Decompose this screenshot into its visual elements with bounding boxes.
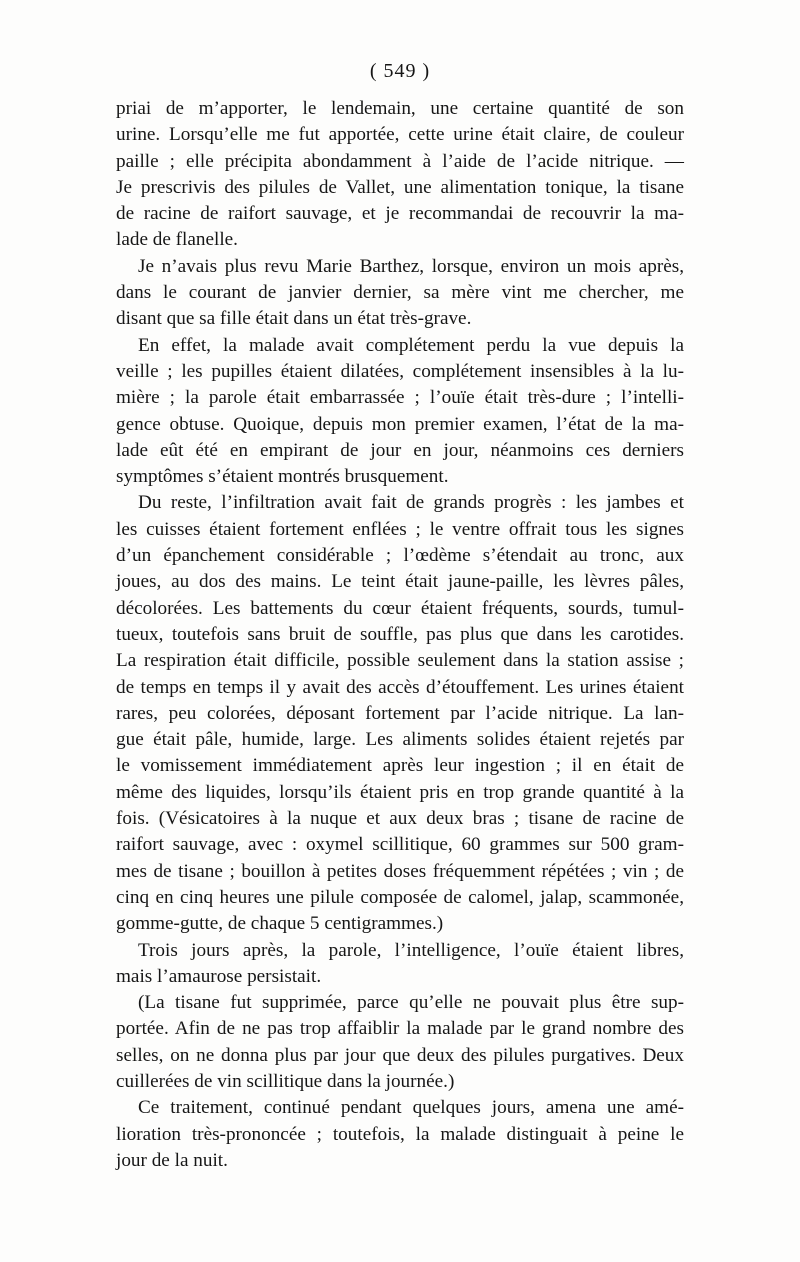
text-line: Trois jours après, la parole, l’intelligence, l’ouïe étaient libres, [138,939,684,961]
text-line: urine. Lorsqu’elle me fut apportée, cette urine était claire, de couleur [116,124,684,146]
paragraph [116,938,684,991]
body-text [116,96,684,1174]
text-line: gomme-gutte, de chaque 5 centigrammes.) [116,913,444,935]
text-line: rares, peu colorées, déposant fortement par l’acide nitrique. La lan- [116,702,684,724]
text-line: jour de la nuit. [116,1149,228,1171]
text-line: paille ; elle précipita abondamment à l’aide de l’acide nitrique. — [116,150,684,172]
text-line: gence obtuse. Quoique, depuis mon premier examen, l’état de la ma- [116,413,684,435]
text-line: La respiration était difficile, possible seulement dans la station assise ; [116,650,684,672]
text-line: mière ; la parole était embarrassée ; l’ouïe était très-dure ; l’intelli- [116,387,684,409]
paragraph [116,1095,684,1174]
text-line: lade eût été en empirant de jour en jour, néanmoins ces derniers [116,439,684,461]
text-line: portée. Afin de ne pas trop affaiblir la malade par le grand nombre des [116,1018,684,1040]
text-line: Je prescrivis des pilules de Vallet, une alimentation tonique, la tisane [116,176,684,198]
text-line: mes de tisane ; bouillon à petites doses fréquemment répétées ; vin ; de [116,860,684,882]
text-line: cinq en cinq heures une pilule composée de calomel, jalap, scammonée, [116,886,684,908]
text-line: de racine de raifort sauvage, et je recommandai de recouvrir la ma- [116,203,684,225]
text-line: En effet, la malade avait complétement perdu la vue depuis la [138,334,684,356]
text-line: le vomissement immédiatement après leur ingestion ; il en était de [116,755,684,777]
paragraph [116,254,684,333]
text-line: gue était pâle, humide, large. Les aliments solides étaient rejetés par [116,729,684,751]
paragraph [116,333,684,491]
text-line: d’un épanchement considérable ; l’œdème s’étendait au tronc, aux [116,545,684,567]
text-line: décolorées. Les battements du cœur étaient fréquents, sourds, tumul- [116,597,684,619]
text-line: mais l’amaurose persistait. [116,965,322,987]
text-line: Ce traitement, continué pendant quelques jours, amena une amé- [138,1097,684,1119]
page-number: ( 549 ) [369,60,431,82]
text-line: lade de flanelle. [116,229,238,251]
text-line: Je n’avais plus revu Marie Barthez, lorsque, environ un mois après, [138,255,684,277]
text-line: cuillerées de vin scillitique dans la journée.) [116,1070,455,1092]
paragraph [116,990,684,1095]
text-line: (La tisane fut supprimée, parce qu’elle ne pouvait plus être sup- [138,992,684,1014]
text-line: les cuisses étaient fortement enflées ; le ventre offrait tous les signes [116,518,684,540]
text-line: raifort sauvage, avec : oxymel scillitique, 60 grammes sur 500 gram- [116,834,684,856]
text-line: selles, on ne donna plus par jour que deux des pilules purgatives. Deux [116,1044,684,1066]
paragraph [116,96,684,254]
text-line: lioration très-prononcée ; toutefois, la malade distinguait à peine le [116,1123,684,1145]
paragraph [116,490,684,937]
text-line: joues, au dos des mains. Le teint était jaune-paille, les lèvres pâles, [116,571,684,593]
text-line: tueux, toutefois sans bruit de souffle, pas plus que dans les carotides. [116,623,684,645]
text-line: symptômes s’étaient montrés brusquement. [116,466,449,488]
text-line: fois. (Vésicatoires à la nuque et aux deux bras ; tisane de racine de [116,808,684,830]
text-line: même des liquides, lorsqu’ils étaient pris en trop grande quantité à la [116,781,684,803]
text-line: Du reste, l’infiltration avait fait de grands progrès : les jambes et [138,492,684,514]
text-line: de temps en temps il y avait des accès d’étouffement. Les urines étaient [116,676,684,698]
text-line: priai de m’apporter, le lendemain, une certaine quantité de son [116,98,684,119]
text-line: disant que sa fille était dans un état très-grave. [116,308,472,330]
text-line: dans le courant de janvier dernier, sa mère vint me chercher, me [116,282,684,304]
text-line: veille ; les pupilles étaient dilatées, complétement insensibles à la lu- [116,360,684,382]
